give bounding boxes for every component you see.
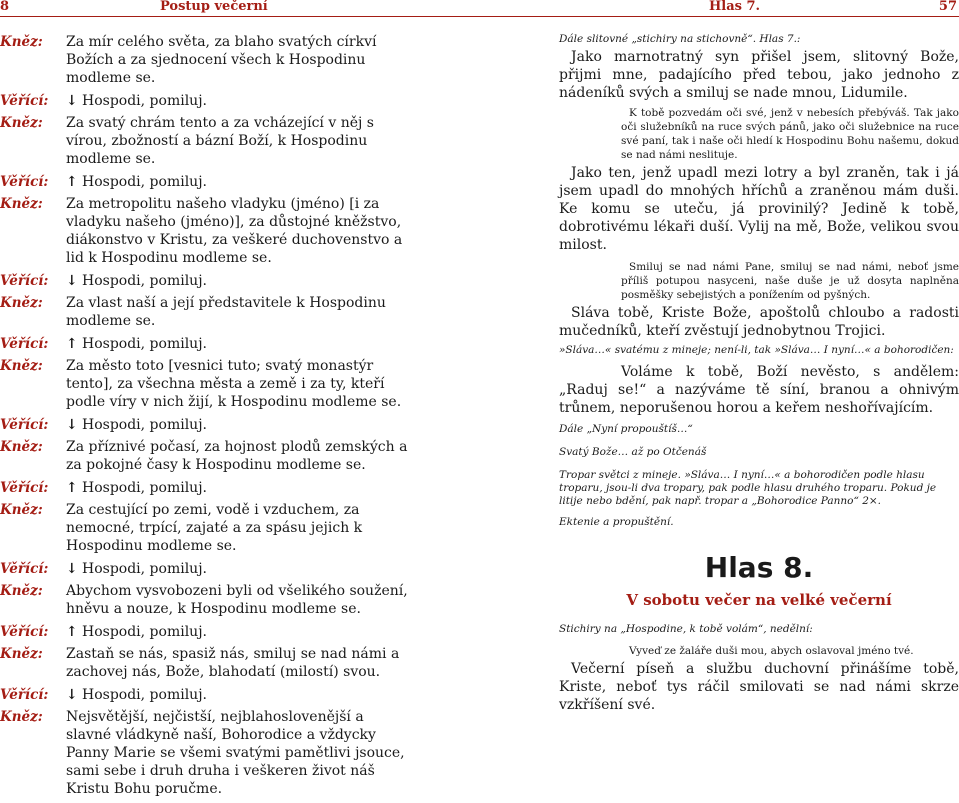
petition-text: Za vlast naší a její představitele k Hospodinu modleme se. (66, 295, 386, 329)
speaker-label: Kněz: (0, 295, 43, 311)
page-header (0, 0, 959, 14)
petition-row (0, 708, 410, 798)
response-text: Hospodi, pomiluj. (82, 174, 207, 190)
arrow-up-icon: ↑ (66, 624, 78, 640)
speaker-label: Věřící: (0, 273, 49, 289)
speaker-label: Věřící: (0, 687, 49, 703)
petition-row (0, 357, 410, 411)
stichira-1: Jako marnotratný syn přišel jsem, slitovný Bože, přijmi mne, padajícího před tebou, jako jednoho z nádeníků svých a smiluj se nade mnou, Lidumile. (559, 49, 959, 101)
speaker-label: Kněz: (0, 34, 43, 50)
response-text: Hospodi, pomiluj. (82, 273, 207, 289)
response-row (0, 479, 410, 497)
page-number-left: 8 (0, 0, 10, 14)
response-text: Hospodi, pomiluj. (82, 480, 207, 496)
response-text: Hospodi, pomiluj. (82, 687, 207, 703)
left-column (0, 33, 410, 803)
petition-row (0, 294, 410, 330)
section-subtitle: V sobotu večer na velké večerní (626, 591, 892, 609)
verse-3: Vyveď ze žaláře duši mou, abych oslavoval jméno tvé. (629, 645, 914, 657)
arrow-up-icon: ↑ (66, 174, 78, 190)
stichira-2: Jako ten, jenž upadl mezi lotry a byl zraněn, tak i já jsem upadl do mnohých hříchů a zraněnou mám duši. Ke komu se uteču, já provinilý? Jedině k tobě, dobrotivému lékaři duší. Vylij na mě, Bože, velikou svou milost. (559, 165, 959, 253)
petition-row (0, 501, 410, 555)
speaker-label: Věřící: (0, 174, 49, 190)
response-text: Hospodi, pomiluj. (82, 624, 207, 640)
response-text: Hospodi, pomiluj. (82, 336, 207, 352)
petition-text: Za cestující po zemi, vodě i vzduchem, za nemocné, trpící, zajaté a za spásu jejich k Hospodinu modleme se. (66, 502, 363, 554)
speaker-label: Kněz: (0, 646, 43, 662)
bohorodicen: Voláme k tobě, Boží nevěsto, s andělem: „Raduj se!“ a nazýváme tě síní, branou a ohnivým trůnem, neporušenou horou a keřem neshořívajícím. (559, 364, 959, 416)
stichira-4: Večerní píseň a službu duchovní přinášíme tobě, Kriste, neboť tys ráčil smilovati se nad námi skrze vzkříšení své. (559, 661, 959, 713)
petition-text: Za metropolitu našeho vladyku (jméno) [i za vladyku našeho (jméno)], za důstojné kněžstvo, diákonstvo v Kristu, za veškeré duchovenstvo a lid k Hospodinu modleme se. (66, 196, 403, 266)
petition-row (0, 645, 410, 681)
rubric-ektenie: Ektenie a propuštění. (559, 516, 674, 528)
petition-row (0, 195, 410, 267)
petition-text: Nejsvětější, nejčistší, nejblahoslovenější a slavné vládkyně naší, Bohorodice a vždycky Panny Marie se všemi svatými pamětlivi jsouce, sami sebe i druh druha i veškeren život náš Kristu Bohu poručme. (66, 709, 405, 797)
speaker-label: Kněz: (0, 502, 43, 518)
speaker-label: Kněz: (0, 439, 43, 455)
header-rule (0, 16, 959, 17)
rubric-tropar: Tropar světci z mineje. »Sláva… I nyní…« a bohorodičen podle hlasu troparu, jsou-li dva tropary, pak podle hlasu druhého troparu. Pokud je litije nebo bdění, pak např. tropar a „Bohorodice Panno“ 2×. (559, 469, 937, 507)
petition-text: Za město toto [vesnici tuto; svatý monastýr tento], za všechna města a země i za ty, kteří podle víry v nich žijí, k Hospodinu modleme se. (66, 358, 402, 410)
rubric-slava: »Sláva…« svatému z mineje; není-li, tak »Sláva… I nyní…« a bohorodičen: (559, 344, 954, 356)
response-row (0, 92, 410, 110)
speaker-label: Věřící: (0, 561, 49, 577)
arrow-down-icon: ↓ (66, 93, 78, 109)
running-title-right: Hlas 7. (709, 0, 761, 14)
response-text: Hospodi, pomiluj. (82, 561, 207, 577)
rubric-nyni: Dále „Nyní propouštíš…“ (559, 423, 693, 435)
response-text: Hospodi, pomiluj. (82, 417, 207, 433)
response-row (0, 623, 410, 641)
speaker-label: Kněz: (0, 358, 43, 374)
speaker-label: Kněz: (0, 583, 43, 599)
arrow-down-icon: ↓ (66, 273, 78, 289)
petition-text: Zastaň se nás, spasiž nás, smiluj se nad námi a zachovej nás, Bože, blahodatí (milostí) svou. (66, 646, 400, 680)
section-heading-hlas8: Hlas 8. (704, 551, 814, 584)
petition-row (0, 33, 410, 87)
response-row (0, 560, 410, 578)
response-row (0, 173, 410, 191)
speaker-label: Kněz: (0, 196, 43, 212)
rubric-stichiry: Dále slitovné „stichiry na stichovně“. Hlas 7.: (559, 33, 801, 45)
page-number-right: 57 (938, 0, 957, 14)
response-row (0, 416, 410, 434)
arrow-down-icon: ↓ (66, 561, 78, 577)
speaker-label: Kněz: (0, 115, 43, 131)
response-row (0, 272, 410, 290)
speaker-label: Věřící: (0, 336, 49, 352)
verse-2: Smiluj se nad námi Pane, smiluj se nad námi, neboť jsme příliš potupou nasyceni, naše duše je už dosyta naplněna posměšky sebejistých a ponížením od pyšných. (621, 261, 959, 301)
petition-text: Za mír celého světa, za blaho svatých církví Božích a za sjednocení všech k Hospodinu modleme se. (66, 34, 377, 86)
petition-text: Za příznivé počasí, za hojnost plodů zemských a za pokojné časy k Hospodinu modleme se. (66, 439, 408, 473)
speaker-label: Kněz: (0, 709, 43, 725)
petition-row (0, 438, 410, 474)
response-text: Hospodi, pomiluj. (82, 93, 207, 109)
right-column (559, 33, 959, 714)
response-row (0, 686, 410, 704)
petition-row (0, 582, 410, 618)
arrow-up-icon: ↑ (66, 336, 78, 352)
rubric-hospodine: Stichiry na „Hospodine, k tobě volám“, nedělní: (559, 623, 813, 635)
petition-text: Abychom vysvobozeni byli od všelikého soužení, hněvu a nouze, k Hospodinu modleme se. (66, 583, 408, 617)
rubric-svaty-boze: Svatý Bože… až po Otčenáš (559, 446, 707, 458)
speaker-label: Věřící: (0, 417, 49, 433)
response-row (0, 335, 410, 353)
speaker-label: Věřící: (0, 480, 49, 496)
arrow-down-icon: ↓ (66, 417, 78, 433)
petition-text: Za svatý chrám tento a za vcházející v něj s vírou, zbožností a bázní Boží, k Hospodinu modleme se. (66, 115, 374, 167)
speaker-label: Věřící: (0, 93, 49, 109)
stichira-3: Sláva tobě, Kriste Bože, apoštolů chloubo a radosti mučedníků, kteří zvěstují jednobytnou Trojici. (559, 305, 959, 339)
speaker-label: Věřící: (0, 624, 49, 640)
running-title-left: Postup večerní (160, 0, 268, 14)
petition-row (0, 114, 410, 168)
arrow-down-icon: ↓ (66, 687, 78, 703)
verse-1: K tobě pozvedám oči své, jenž v nebesích přebýváš. Tak jako oči služebníků na ruce svých pánů, jako oči služebnice na ruce své paní, tak i naše oči hledí k Hospodinu Bohu našemu, dokud se nad námi neslituje. (621, 107, 959, 161)
arrow-up-icon: ↑ (66, 480, 78, 496)
